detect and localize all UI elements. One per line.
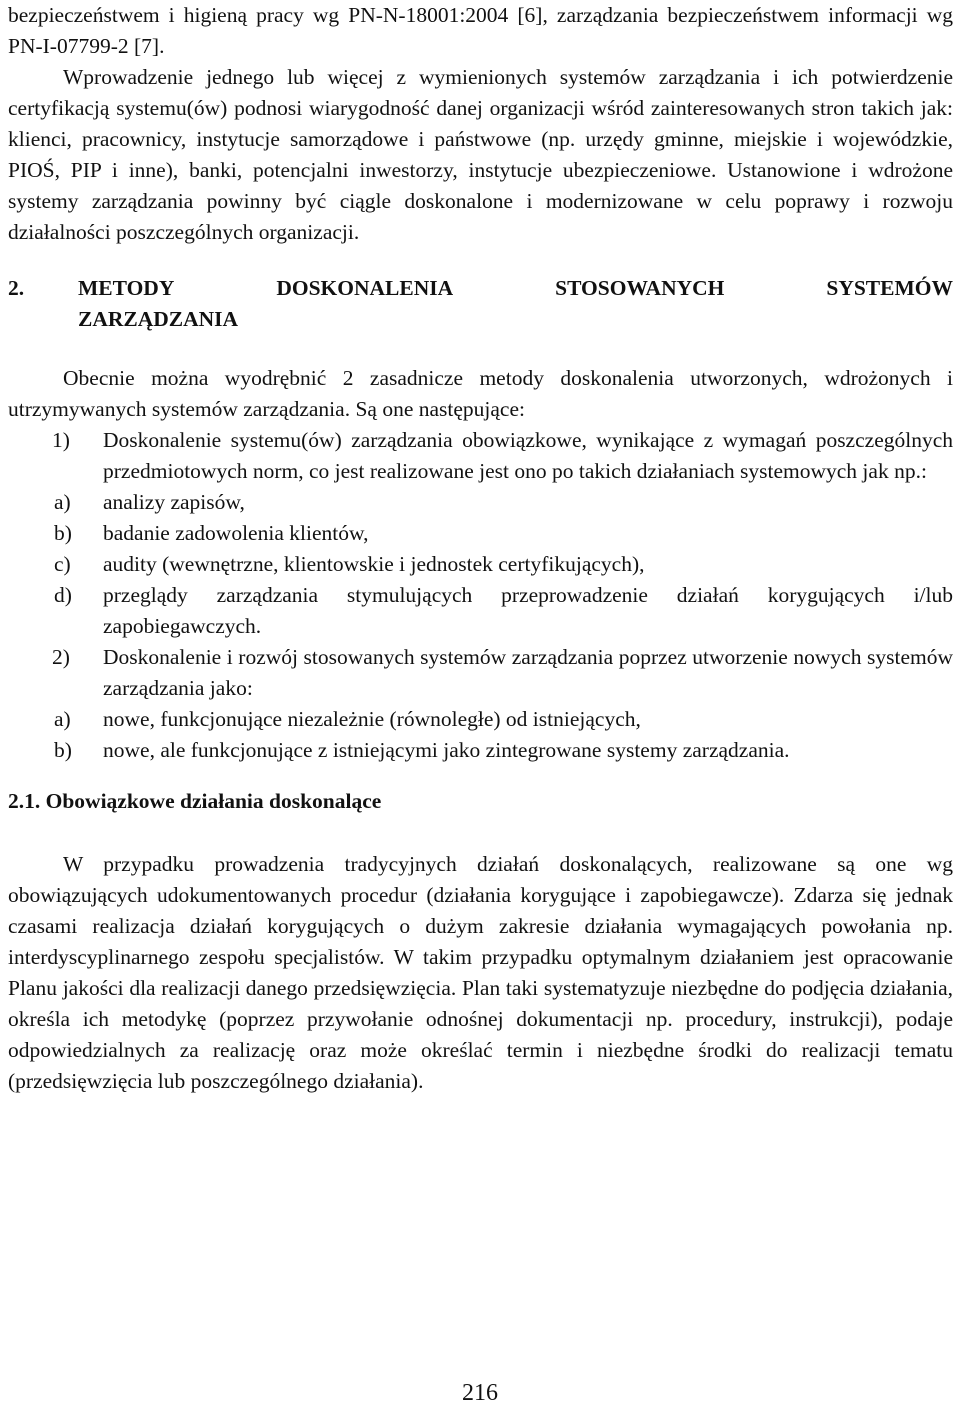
list-item-text: Doskonalenie systemu(ów) zarządzania obowiązkowe, wynikające z wymagań poszczególnych przedmiotowych norm, co jest realizowane jest ono po takich działaniach systemowych jak np.: — [103, 428, 953, 483]
sub-list-item — [7, 704, 953, 735]
heading-word: DOSKONALENIA — [276, 276, 454, 300]
sub-list-marker: a) — [54, 707, 71, 731]
list-marker: 2) — [52, 645, 70, 669]
paragraph-continuation: bezpieczeństwem i higieną pracy wg PN-N-18001:2004 [6], zarządzania bezpieczeństwem informacji wg PN-I-07799-2 [7]. — [8, 3, 953, 58]
sub-list-marker: b) — [54, 738, 72, 762]
paragraph-intro: Wprowadzenie jednego lub więcej z wymienionych systemów zarządzania i ich potwierdzenie certyfikacją systemu(ów) podnosi wiarygodność danej organizacji wśród zainteresowanych stron takich jak: klienci, pracownicy, instytucje samorządowe i państwowe (np. urzędy gminne, miejskie i wojewódzkie, PIOŚ, PIP i inne), banki, potencjalni inwestorzy, instytucje ubezpieczeniowe. Ustanowione i wdrożone systemy zarządzania powinny być ciągle doskonalone i modernizowane w celu poprawy i rozwoju działalności poszczególnych organizacji. — [8, 65, 953, 244]
list-marker: 1) — [52, 428, 70, 452]
heading-word: STOSOWANYCH — [555, 276, 725, 300]
heading-line-2: ZARZĄDZANIA — [78, 307, 239, 331]
heading-word: METODY — [78, 276, 175, 300]
sub-list-item — [7, 518, 953, 549]
list-item — [8, 425, 953, 642]
list-item-text: Doskonalenie i rozwój stosowanych systemów zarządzania poprzez utworzenie nowych systemów zarządzania jako: — [103, 645, 953, 700]
sub-list-marker: b) — [54, 521, 72, 545]
sub-list-marker: a) — [54, 490, 71, 514]
methods-list — [8, 425, 953, 766]
sub-list-marker: c) — [54, 552, 71, 576]
section-2-number: 2. — [8, 276, 25, 300]
section-2-1-heading: 2.1. Obowiązkowe działania doskonalące — [8, 789, 382, 813]
sub-list-item — [7, 580, 953, 642]
sub-list-text: badanie zadowolenia klientów, — [103, 521, 369, 545]
sub-list-text: nowe, funkcjonujące niezależnie (równoległe) od istniejących, — [103, 707, 641, 731]
sub-list-item — [7, 487, 953, 518]
sub-list-text: nowe, ale funkcjonujące z istniejącymi jako zintegrowane systemy zarządzania. — [103, 738, 790, 762]
list-item — [8, 642, 953, 766]
page-number: 216 — [462, 1380, 498, 1406]
sub-list-marker: d) — [54, 583, 72, 607]
section-2-1-paragraph: W przypadku prowadzenia tradycyjnych działań doskonalących, realizowane są one wg obowiązujących udokumentowanych procedur (działania korygujące i zapobiegawcze). Zdarza się jednak czasami realizacja działań korygujących o dużym zakresie działania wymagających powołania np. interdyscyplinarnego zespołu specjalistów. W takim przypadku optymalnym działaniem jest opracowanie Planu jakości dla realizacji danego przedsięwzięcia. Plan taki systematyzuje niezbędne do podjęcia działania, określa ich metodykę (poprzez przywołanie odnośnej dokumentacji np. procedury, instrukcji), podaje odpowiedzialnych za realizację oraz może określać termin i niezbędne środki do realizacji tematu (przedsięwzięcia lub poszczególnego działania). — [8, 852, 953, 1093]
sub-list-text: audity (wewnętrzne, klientowskie i jednostek certyfikujących), — [103, 552, 645, 576]
section-2-heading — [8, 273, 953, 335]
sub-list-text: analizy zapisów, — [103, 490, 245, 514]
sub-list-item — [7, 549, 953, 580]
heading-word: SYSTEMÓW — [826, 276, 953, 300]
sub-list — [7, 487, 953, 642]
sub-list-text: przeglądy zarządzania stymulujących przeprowadzenie działań korygujących i/lub zapobiegawczych. — [103, 583, 953, 638]
document-page — [8, 0, 953, 1097]
section-2-paragraph: Obecnie można wyodrębnić 2 zasadnicze metody doskonalenia utworzonych, wdrożonych i utrzymywanych systemów zarządzania. Są one następujące: — [8, 366, 953, 421]
sub-list — [7, 704, 953, 766]
sub-list-item — [7, 735, 953, 766]
